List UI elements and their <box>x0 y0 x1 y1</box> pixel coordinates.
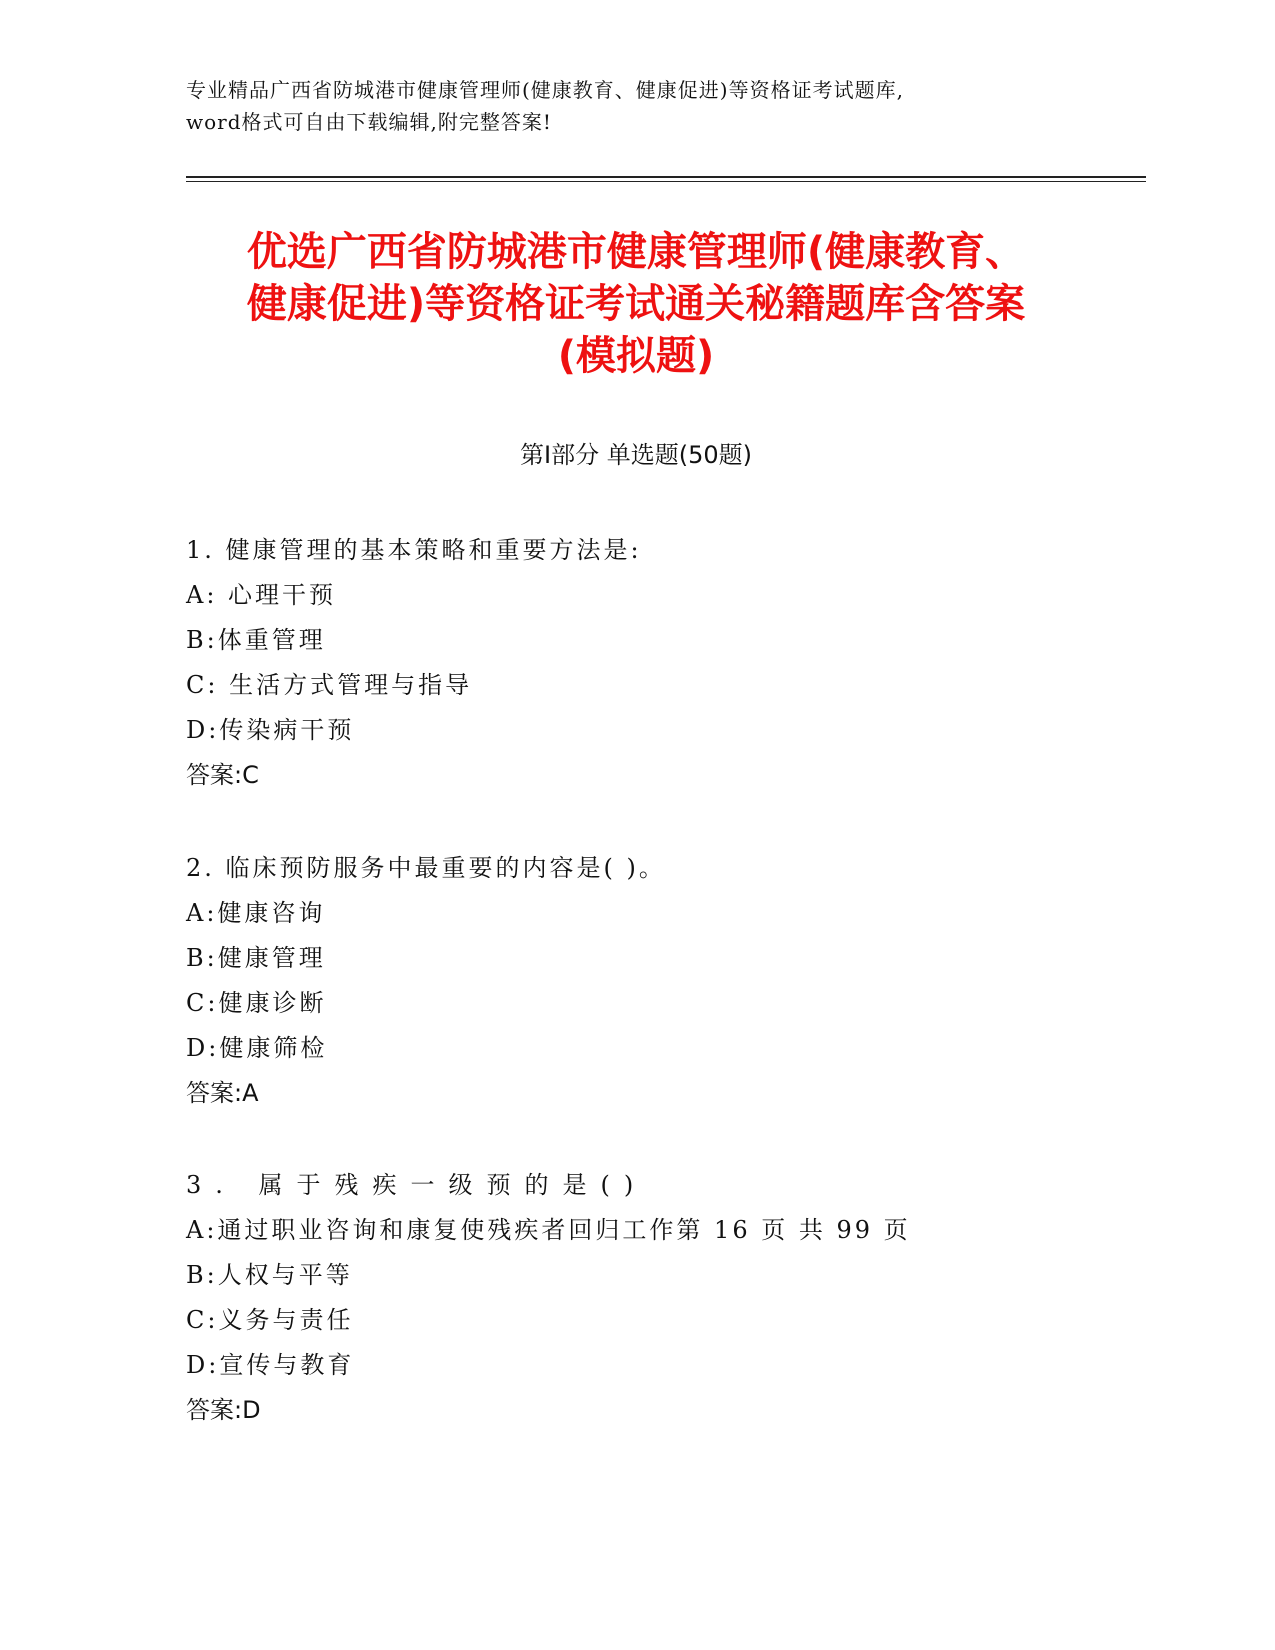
option-a: A:通过职业咨询和康复使残疾者回归工作第 16 页 共 99 页 <box>186 1216 911 1244</box>
document-title-line-2: 健康促进)等资格证考试通关秘籍题库含答案 <box>246 281 1026 327</box>
header-divider-thin <box>186 181 1146 182</box>
document-title-line-1: 优选广西省防城港市健康管理师(健康教育、 <box>246 229 1026 275</box>
question-2 <box>186 846 1086 1116</box>
header-note-line-1: 专业精品广西省防城港市健康管理师(健康教育、健康促进)等资格证考试题库, <box>186 78 904 102</box>
option-c: C:义务与责任 <box>186 1306 354 1334</box>
document-title-line-3: (模拟题) <box>557 333 715 379</box>
question-stem: 2. 临床预防服务中最重要的内容是( )。 <box>186 854 666 882</box>
section-heading: 第Ⅰ部分 单选题(50题) <box>520 441 752 469</box>
option-a: A: 心理干预 <box>186 581 337 609</box>
option-c: C: 生活方式管理与指导 <box>186 671 473 699</box>
option-b: B:人权与平等 <box>186 1261 353 1289</box>
option-b: B:体重管理 <box>186 626 326 654</box>
question-stem: 1. 健康管理的基本策略和重要方法是: <box>186 536 642 564</box>
option-b: B:健康管理 <box>186 944 326 972</box>
answer-line: 答案:C <box>186 761 259 789</box>
answer-line: 答案:A <box>186 1079 259 1107</box>
question-3 <box>186 1163 1086 1433</box>
header-note-line-2: word格式可自由下载编辑,附完整答案! <box>186 110 552 134</box>
header-divider-thick <box>186 176 1146 178</box>
answer-line: 答案:D <box>186 1396 261 1424</box>
option-d: D:传染病干预 <box>186 716 355 744</box>
question-stem: 3. 属于残疾一级预的是() <box>186 1171 648 1199</box>
option-a: A:健康咨询 <box>186 899 326 927</box>
option-c: C:健康诊断 <box>186 989 327 1017</box>
option-d: D:健康筛检 <box>186 1034 328 1062</box>
option-d: D:宣传与教育 <box>186 1351 355 1379</box>
question-1 <box>186 528 1086 798</box>
document-title <box>186 226 1086 382</box>
header-note <box>186 74 1086 138</box>
